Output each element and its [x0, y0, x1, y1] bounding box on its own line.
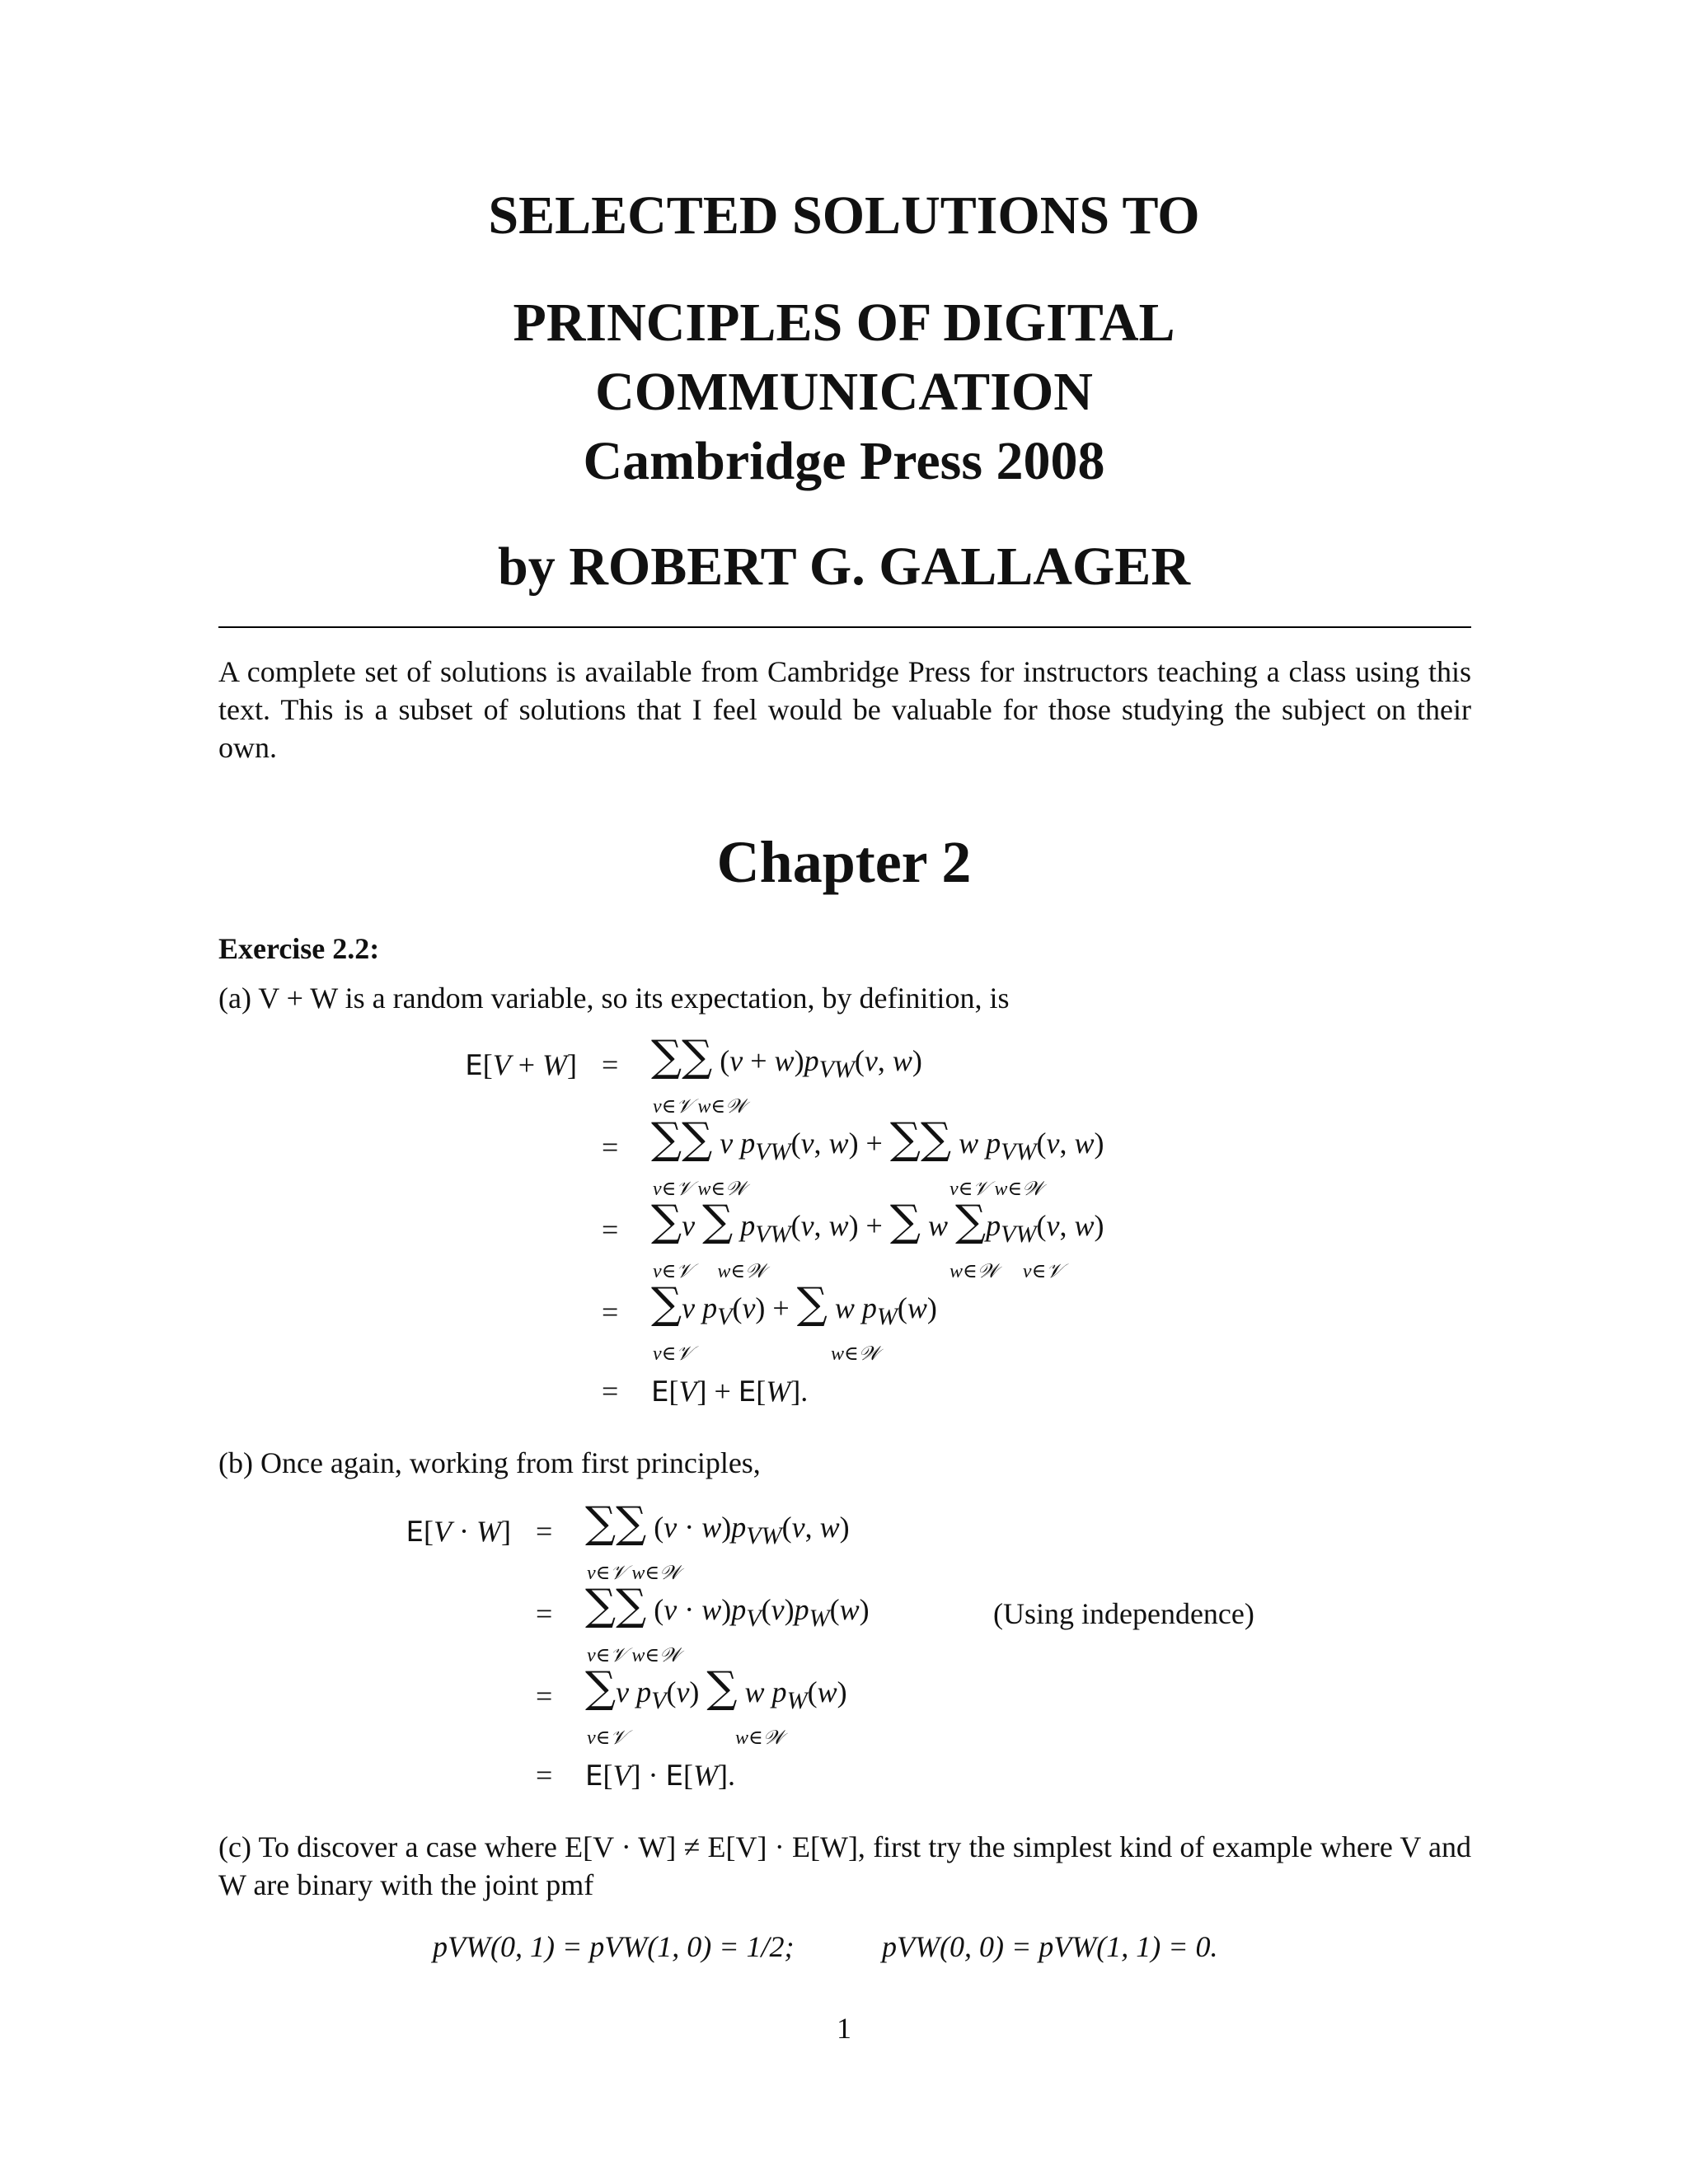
part-a-text: (a) V + W is a random variable, so its expectation, by definition, is: [218, 982, 1010, 1015]
title-line-3: COMMUNICATION: [595, 362, 1093, 422]
title-line-4: Cambridge Press 2008: [583, 431, 1105, 491]
page-number: 1: [837, 2012, 851, 2045]
exercise-heading: Exercise 2.2:: [218, 932, 380, 965]
chapter-heading: Chapter 2: [716, 829, 972, 895]
using-independence-note: (Using independence): [993, 1597, 1254, 1630]
intro-paragraph: A complete set of solutions is available from Cambridge Press for instructors teaching a class using this text. This is a subset of solutions that I feel would be valuable for those studying the subject on their own.: [218, 655, 1471, 764]
title-rule: [218, 626, 1471, 628]
part-c-text: (c) To discover a case where E[V · W] ≠ E[V] · E[W], first try the simplest kind of example where V and W are binary with the joint pmf: [218, 1830, 1471, 1901]
part-b-text: (b) Once again, working from first principles,: [218, 1446, 761, 1479]
pmf-left: pVW(0, 1) = pVW(1, 0) = 1/2;: [433, 1930, 795, 1963]
pmf-right: pVW(0, 0) = pVW(1, 1) = 0.: [882, 1930, 1218, 1963]
title-line-2: PRINCIPLES OF DIGITAL: [513, 293, 1175, 353]
author-line: by ROBERT G. GALLAGER: [498, 537, 1190, 597]
eq-a-lhs: E[V + W]: [465, 1048, 577, 1082]
title-line-1: SELECTED SOLUTIONS TO: [488, 185, 1200, 246]
eq-b-lhs: E[V · W]: [406, 1515, 511, 1549]
